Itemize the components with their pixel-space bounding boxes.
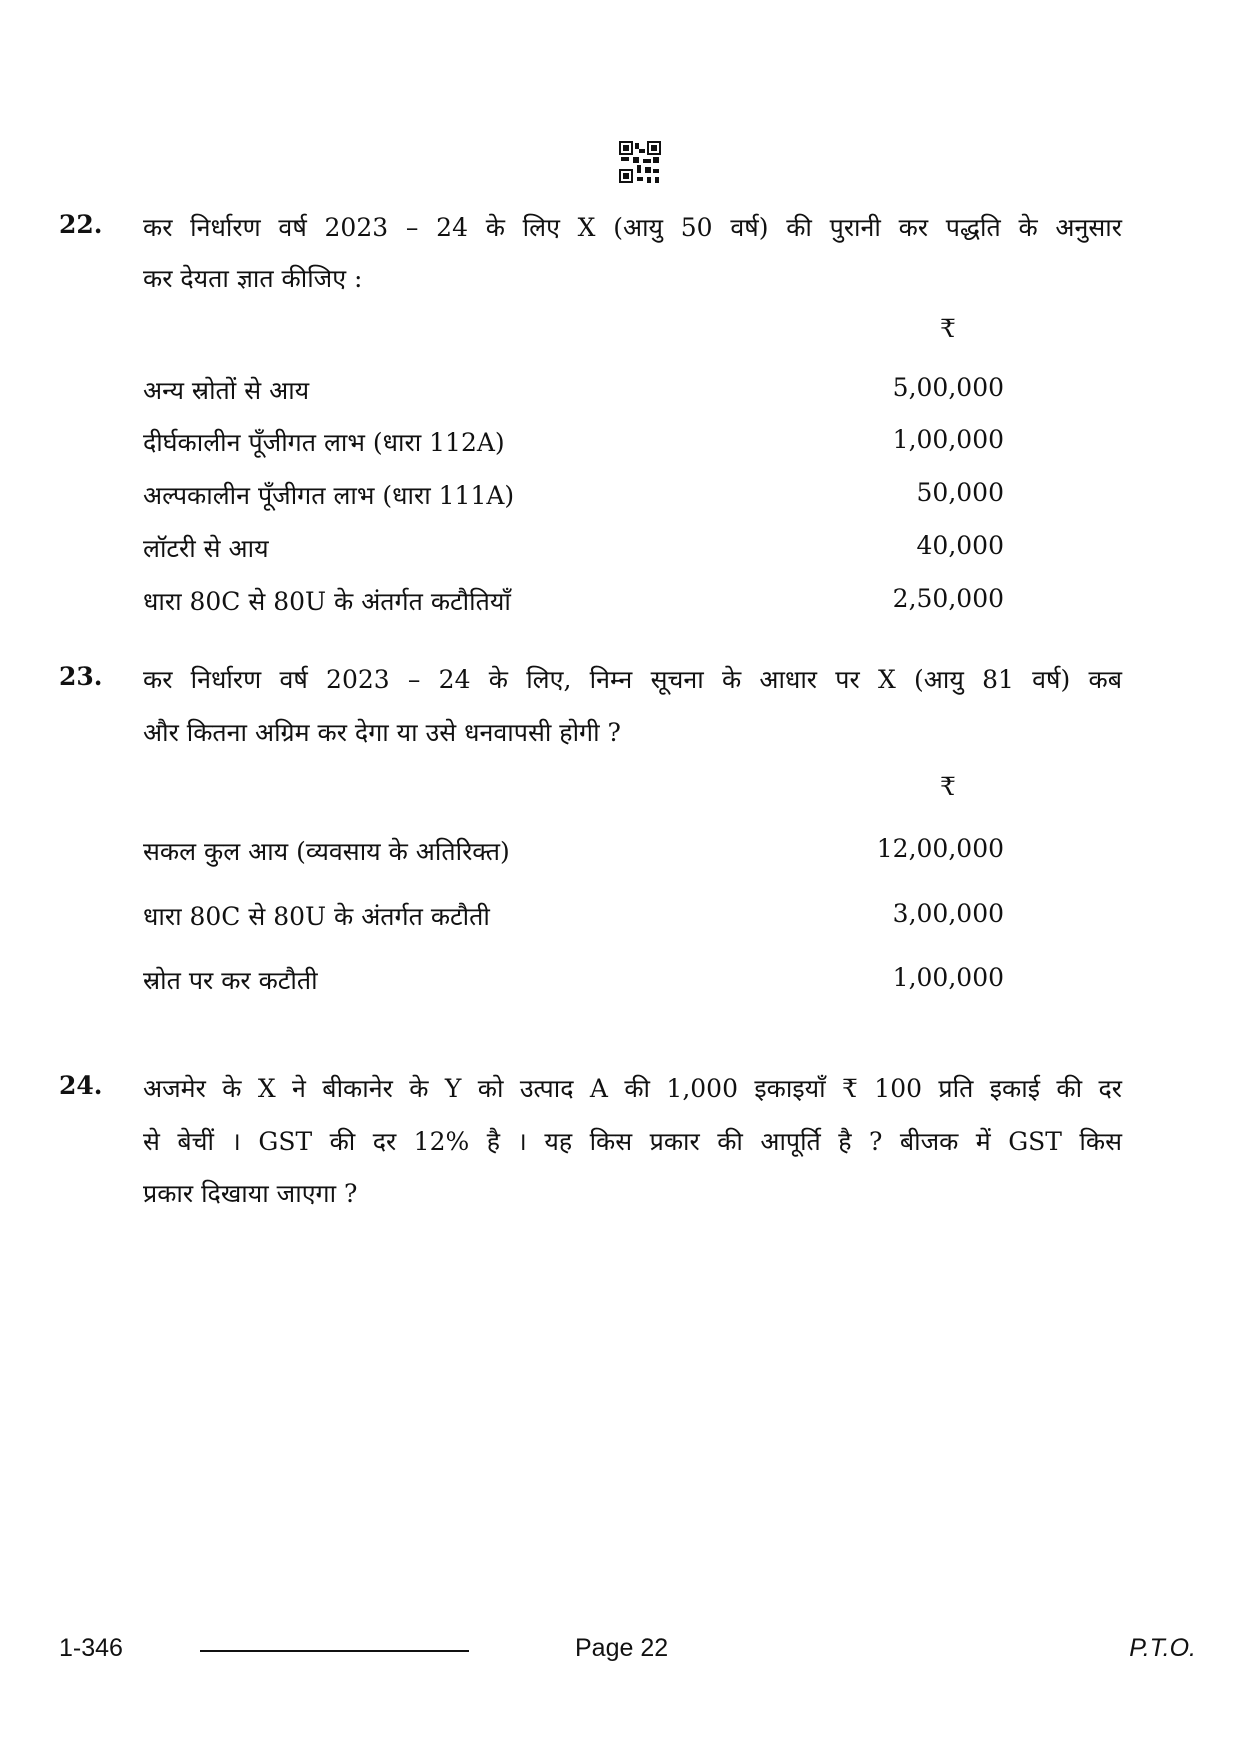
footer-rule: [200, 1650, 469, 1652]
question-text-line: कर निर्धारण वर्ष 2023 – 24 के लिए, निम्न सूचना के आधार पर X (आयु 81 वर्ष) कब: [143, 665, 1122, 694]
question-text-line: कर देयता ज्ञात कीजिए :: [143, 264, 363, 293]
row-label: सकल कुल आय (व्यवसाय के अतिरिक्त): [143, 837, 510, 866]
row-amount: 40,000: [916, 531, 1004, 560]
question-text-line: कर निर्धारण वर्ष 2023 – 24 के लिए X (आयु 50 वर्ष) की पुरानी कर पद्धति के अनुसार: [143, 213, 1122, 242]
question-number: 22.: [59, 210, 103, 239]
question-text-line: और कितना अग्रिम कर देगा या उसे धनवापसी होगी ?: [143, 718, 621, 747]
question-text-line: प्रकार दिखाया जाएगा ?: [143, 1179, 358, 1208]
row-label: धारा 80C से 80U के अंतर्गत कटौती: [143, 902, 490, 931]
row-label: स्रोत पर कर कटौती: [143, 966, 318, 995]
row-amount: 50,000: [916, 478, 1004, 507]
question-number: 23.: [59, 662, 103, 691]
row-amount: 12,00,000: [876, 834, 1004, 863]
row-amount: 2,50,000: [892, 584, 1004, 613]
row-amount: 1,00,000: [892, 963, 1004, 992]
question-number: 24.: [59, 1071, 103, 1100]
page-number: Page 22: [575, 1634, 669, 1662]
row-label: अन्य स्रोतों से आय: [143, 376, 310, 405]
question-text-line: अजमेर के X ने बीकानेर के Y को उत्पाद A की 1,000 इकाइयाँ ₹ 100 प्रति इकाई की दर: [143, 1074, 1122, 1103]
row-label: अल्पकालीन पूँजीगत लाभ (धारा 111A): [143, 481, 515, 510]
row-amount: 1,00,000: [892, 425, 1004, 454]
row-amount: 5,00,000: [892, 373, 1004, 402]
currency-header: ₹: [940, 772, 956, 801]
row-label: धारा 80C से 80U के अंतर्गत कटौतियाँ: [143, 587, 511, 616]
row-amount: 3,00,000: [892, 899, 1004, 928]
currency-header: ₹: [940, 314, 956, 343]
qr-code-icon: [619, 141, 661, 183]
pto-label: P.T.O.: [1129, 1634, 1196, 1662]
row-label: लॉटरी से आय: [143, 534, 269, 563]
row-label: दीर्घकालीन पूँजीगत लाभ (धारा 112A): [143, 428, 505, 457]
question-text-line: से बेचीं । GST की दर 12% है । यह किस प्रकार की आपूर्ति है ? बीजक में GST किस: [143, 1127, 1122, 1156]
paper-code: 1-346: [59, 1634, 123, 1662]
